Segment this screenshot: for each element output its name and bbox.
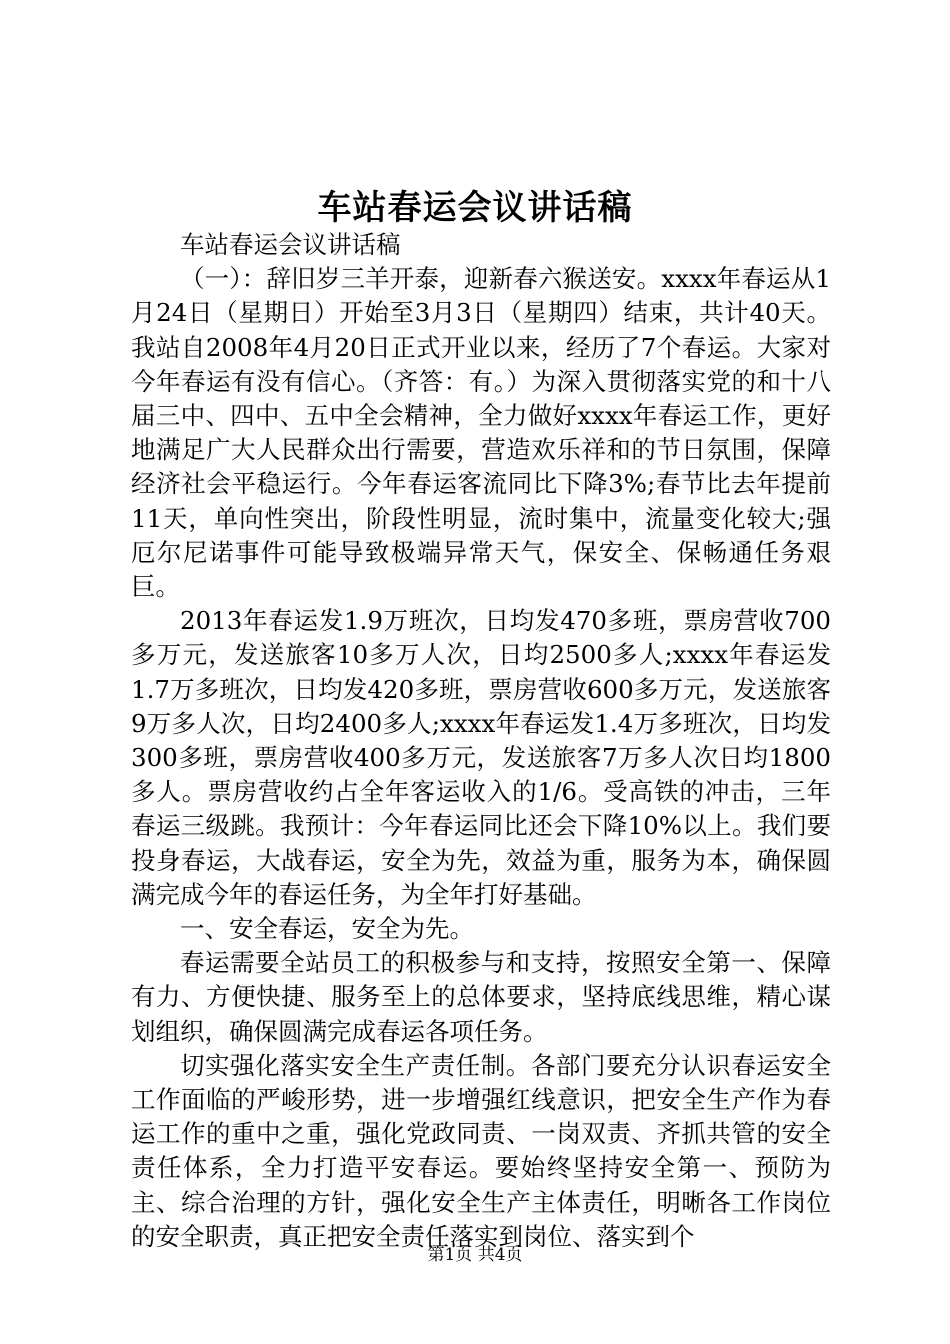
paragraph-responsibility: 切实强化落实安全生产责任制。各部门要充分认识春运安全工作面临的严峻形势，进一步增强红线意识，把安全生产作为春运工作的重中之重，强化党政同责、一岗双责、齐抓共管的安全责任体系，全力打造平安春运。要始终坚持安全第一、预防为主、综合治理的方针，强化安全生产主体责任，明晰各工作岗位的安全职责，真正把安全责任落实到岗位、落实到个 [131, 1050, 831, 1251]
paragraph-intro: （一）：辞旧岁三羊开泰，迎新春六猴送安。xxxx年春运从1月24日（星期日）开始至3月3日（星期四）结束，共计40天。我站自2008年4月20日正式开业以来，经历了7个春运。大家对今年春运有没有信心。（齐答：有。）为深入贯彻落实党的和十八届三中、四中、五中全会精神，全力做好xxxx年春运工作，更好地满足广大人民群众出行需要，营造欢乐祥和的节日氛围，保障经济社会平稳运行。今年春运客流同比下降3%;春节比去年提前11天，单向性突出，阶段性明显，流时集中，流量变化较大;强厄尔尼诺事件可能导致极端异常天气，保安全、保畅通任务艰巨。 [131, 264, 831, 602]
paragraph-subtitle: 车站春运会议讲话稿 [180, 230, 401, 259]
paragraph-requirements: 春运需要全站员工的积极参与和支持，按照安全第一、保障有力、方便快捷、服务至上的总体要求，坚持底线思维，精心谋划组织，确保圆满完成春运各项任务。 [131, 948, 831, 1046]
section-heading-safety: 一、安全春运，安全为先。 [180, 914, 474, 944]
page-number-footer: 第1页 共4页 [427, 1245, 523, 1265]
document-title: 车站春运会议讲话稿 [317, 188, 633, 228]
document-body [131, 228, 831, 1254]
paragraph-statistics: 2013年春运发1.9万班次，日均发470多班，票房营收700多万元，发送旅客10多万人次，日均2500多人;xxxx年春运发1.7万多班次，日均发420多班，票房营收600多万元，发送旅客9万多人次，日均2400多人;xxxx年春运发1.4万多班次，日均发300多班，票房营收400多万元，发送旅客7万多人次日均1800多人。票房营收约占全年客运收入的1/6。受高铁的冲击，三年春运三级跳。我预计：今年春运同比还会下降10%以上。我们要投身春运，大战春运，安全为先，效益为重，服务为本，确保圆满完成今年的春运任务，为全年打好基础。 [131, 606, 831, 909]
